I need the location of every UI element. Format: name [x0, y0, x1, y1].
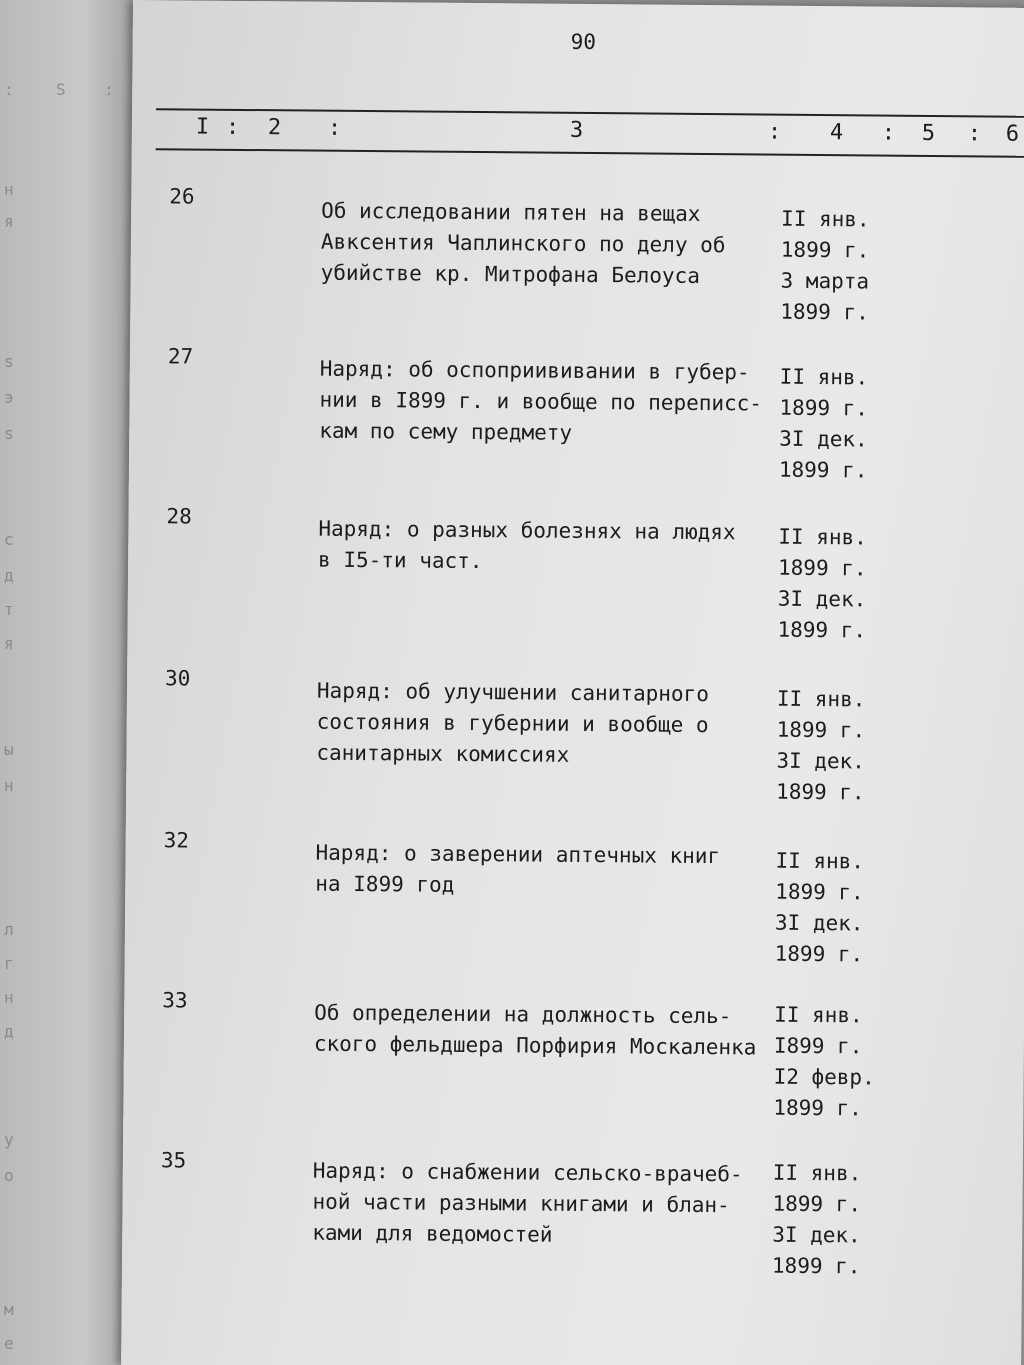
page-number: 90 [570, 29, 597, 55]
adjacent-fragment: д [4, 566, 14, 585]
adjacent-fragment: S [56, 80, 66, 99]
adjacent-fragment: у [4, 1130, 14, 1149]
entry-description: Наряд: о снабжении сельско-врачеб- ной части разными книгами и блан- ками для ведомостей [312, 1158, 743, 1247]
column-separator: : [327, 115, 342, 141]
adjacent-fragment: н [4, 988, 14, 1007]
adjacent-fragment: л [4, 920, 14, 939]
entry-number: 32 [163, 828, 190, 853]
entry-dates: II янв. 1899 г. 3I дек. 1899 г. [777, 524, 867, 643]
entry-description: Наряд: об улучшении санитарного состояния в губернии и вообще о санитарных комиссиях [316, 678, 710, 767]
adjacent-fragment: т [4, 600, 14, 619]
column-header-2: 2 [267, 115, 282, 141]
column-separator: : [881, 120, 896, 146]
adjacent-fragment: : [104, 80, 114, 99]
document-page [121, 0, 1024, 1365]
adjacent-fragment: о [4, 1166, 14, 1185]
adjacent-fragment: с [4, 530, 14, 549]
entry-number: 27 [167, 344, 194, 369]
entry-dates: II янв. 1899 г. 3I дек. 1899 г. [778, 364, 869, 483]
column-header-4: 4 [829, 120, 844, 146]
entry-description: Об определении на должность сель- ского фельдшера Порфирия Москаленка [313, 1000, 757, 1060]
entry-number: 28 [166, 504, 192, 529]
adjacent-fragment: г [4, 954, 14, 973]
table-header-bottom-rule [156, 148, 1024, 158]
entry-dates: II янв. 1899 г. 3 марта 1899 г. [780, 206, 870, 325]
column-separator: : [967, 121, 982, 147]
adjacent-fragment: я [4, 212, 14, 231]
entry-number: 33 [162, 988, 188, 1013]
column-header-3: 3 [569, 117, 584, 143]
entry-number: 26 [169, 184, 195, 209]
entry-number: 30 [164, 666, 191, 691]
entry-description: Об исследовании пятен на вещах Авксентия Чаплинского по делу об убийстве кр. Митрофана Белоуса [320, 198, 726, 288]
adjacent-fragment: s [4, 424, 14, 443]
adjacent-fragment: м [4, 1300, 14, 1319]
entry-dates: II янв. 1899 г. 3I дек. 1899 г. [776, 686, 866, 805]
column-header-1: I [195, 114, 210, 140]
entry-description: Наряд: об оспоприививании в губер- нии в I899 г. и вообще по переписс- кам по сему предмету [319, 356, 763, 445]
entry-number: 35 [160, 1148, 187, 1173]
entry-dates: II янв. 1899 г. 3I дек. 1899 г. [774, 848, 865, 967]
adjacent-fragment: н [4, 180, 14, 199]
adjacent-fragment: я [4, 634, 14, 653]
entry-description: Наряд: о заверении аптечных книг на I899 год [315, 840, 721, 897]
adjacent-fragment: н [4, 776, 14, 795]
column-header-6: 6 [1005, 121, 1020, 147]
adjacent-fragment: е [4, 1334, 14, 1353]
entry-dates: II янв. I899 г. I2 февр. 1899 г. [773, 1002, 875, 1121]
column-separator: : [225, 114, 240, 140]
adjacent-fragment: s [4, 352, 14, 371]
table-header-top-rule [156, 108, 1024, 118]
adjacent-fragment: ы [4, 740, 14, 759]
adjacent-fragment: э [4, 388, 14, 407]
adjacent-page-edge [0, 0, 140, 1365]
adjacent-fragment: д [4, 1022, 14, 1041]
entry-dates: II янв. 1899 г. 3I дек. 1899 г. [771, 1160, 862, 1279]
adjacent-fragment: : [4, 80, 14, 99]
entry-description: Наряд: о разных болезнях на людях в I5-ти част. [318, 516, 736, 574]
column-separator: : [767, 119, 782, 145]
column-header-5: 5 [921, 120, 936, 147]
